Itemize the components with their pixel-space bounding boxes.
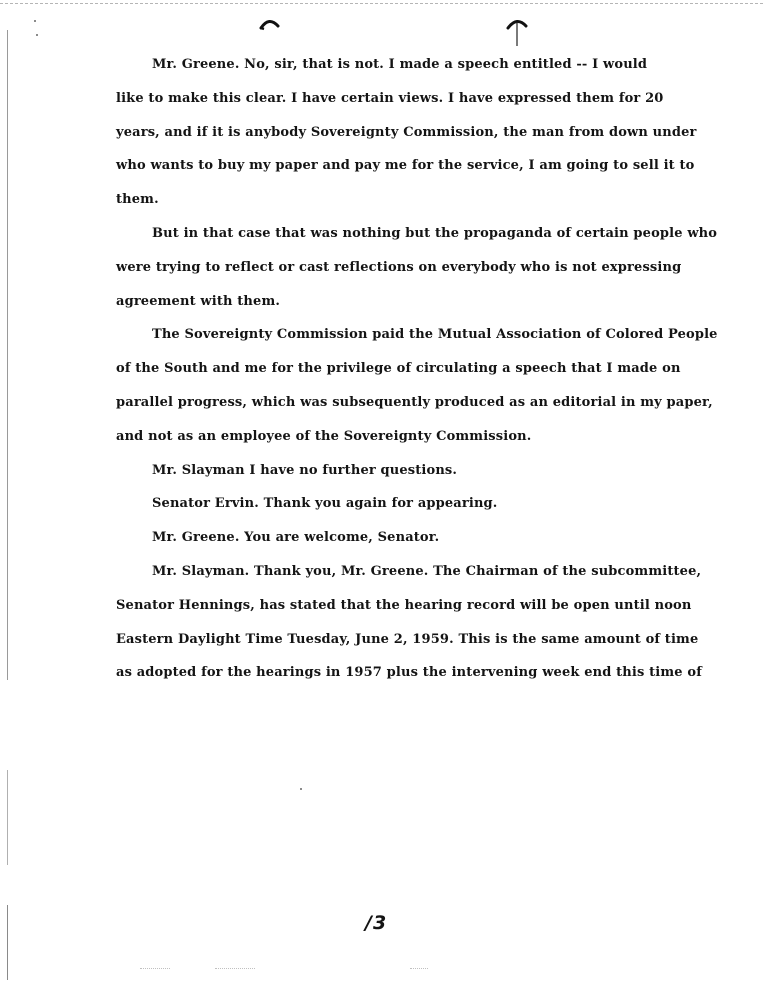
- text-line: years, and if it is anybody Sovereignty Commission, the man from down under: [116, 124, 697, 140]
- text-line: Senator Hennings, has stated that the hearing record will be open until noon: [116, 597, 692, 613]
- text-line: like to make this clear. I have certain views. I have expressed them for 20: [116, 90, 664, 106]
- text-line: Mr. Slayman I have no further questions.: [152, 462, 458, 478]
- text-line: as adopted for the hearings in 1957 plus the intervening week end this time of: [116, 665, 702, 681]
- scan-speck: [34, 20, 36, 22]
- paragraph: [80, 318, 730, 453]
- scan-speck: [300, 788, 302, 790]
- left-margin-rule: [7, 905, 8, 980]
- left-margin-rule: [7, 770, 8, 865]
- text-line: agreement with them.: [116, 293, 281, 309]
- text-line: Eastern Daylight Time Tuesday, June 2, 1959. This is the same amount of time: [116, 631, 699, 647]
- binder-hole-left-icon: [258, 14, 282, 48]
- binder-hole-right-icon: [505, 14, 529, 48]
- text-line: Mr. Greene. No, sir, that is not. I made a speech entitled -- I would: [152, 57, 648, 72]
- paragraph: [80, 48, 730, 217]
- paragraph: [80, 217, 730, 318]
- footer-speckle: [215, 968, 255, 969]
- footer-speckle: [140, 968, 170, 969]
- top-edge-dashes: [0, 3, 763, 4]
- text-line: of the South and me for the privilege of circulating a speech that I made on: [116, 361, 681, 377]
- page-number: /3: [365, 912, 388, 934]
- text-line: The Sovereignty Commission paid the Mutual Association of Colored People: [152, 327, 718, 343]
- footer-speckle: [410, 968, 428, 969]
- scan-speck: [36, 34, 38, 36]
- text-line: them.: [116, 192, 159, 208]
- text-line: who wants to buy my paper and pay me for the service, I am going to sell it to: [116, 158, 695, 174]
- text-line: Senator Ervin. Thank you again for appearing.: [152, 496, 498, 512]
- paragraph: [80, 555, 730, 690]
- text-line: were trying to reflect or cast reflections on everybody who is not expressing: [116, 259, 682, 275]
- paragraph: [80, 487, 730, 521]
- left-margin-rule: [7, 30, 8, 680]
- paragraph: [80, 521, 730, 555]
- text-line: and not as an employee of the Sovereignty Commission.: [116, 428, 532, 444]
- text-line: But in that case that was nothing but the propaganda of certain people who: [152, 225, 718, 241]
- text-line: Mr. Greene. You are welcome, Senator.: [152, 530, 440, 546]
- text-line: parallel progress, which was subsequently produced as an editorial in my paper,: [116, 394, 713, 410]
- text-line: Mr. Slayman. Thank you, Mr. Greene. The Chairman of the subcommittee,: [152, 563, 702, 579]
- transcript-body: [80, 48, 730, 690]
- paragraph: [80, 454, 730, 488]
